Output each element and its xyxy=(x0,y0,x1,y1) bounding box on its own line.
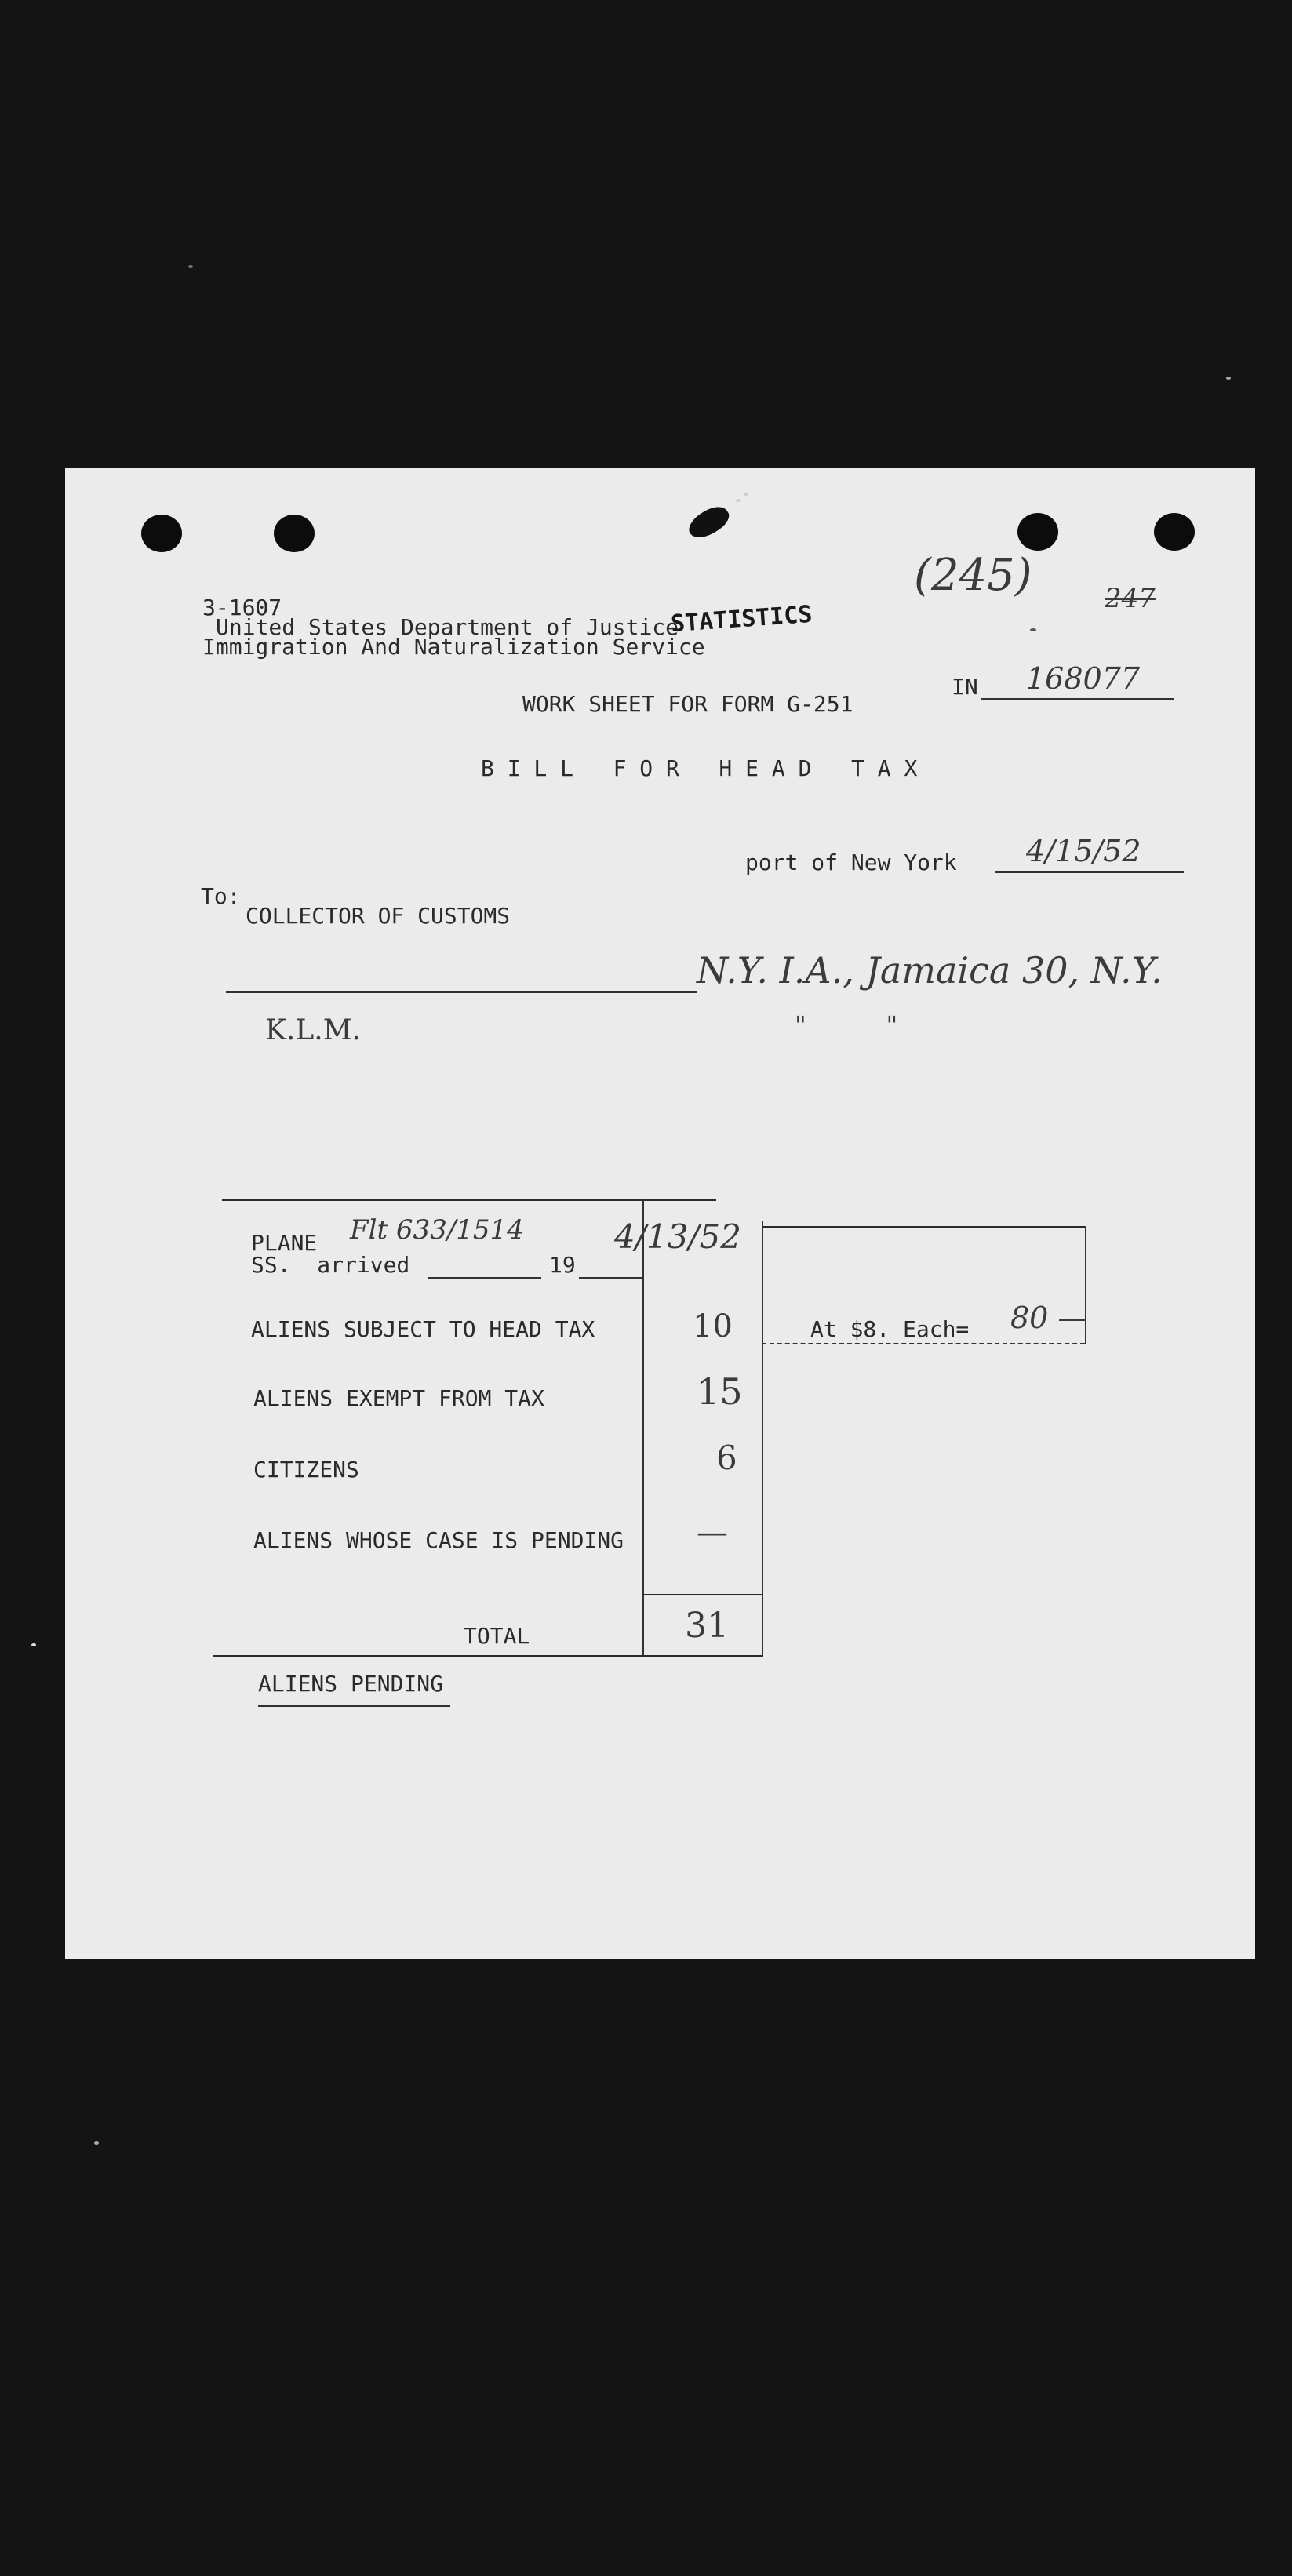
punch-hole-1 xyxy=(141,515,182,552)
speck xyxy=(736,499,741,502)
film-speck xyxy=(94,2141,99,2145)
collector-of-customs: COLLECTOR OF CUSTOMS xyxy=(246,903,511,929)
punch-hole-2 xyxy=(274,515,315,552)
table-divider-right xyxy=(762,1221,763,1657)
document-page xyxy=(65,468,1255,1959)
flight-number: Flt 633/1514 xyxy=(350,1214,524,1246)
form-number: 3-1607 xyxy=(202,595,282,620)
film-speck xyxy=(188,265,193,268)
bill-title: B I L L F O R H E A D T A X xyxy=(481,755,918,781)
to-label: To: xyxy=(201,883,241,909)
year-label: 19 xyxy=(549,1252,576,1278)
row-value-pending: — xyxy=(697,1515,728,1551)
address-handwritten: N.Y. I.A., Jamaica 30, N.Y. xyxy=(697,949,1163,991)
carrier-handwritten: K.L.M. xyxy=(265,1014,361,1046)
statistics-stamp: STATISTICS xyxy=(669,600,813,639)
punch-hole-3 xyxy=(1017,513,1058,551)
row-value-subject-to-tax: 10 xyxy=(693,1308,733,1344)
row-label-pending: ALIENS WHOSE CASE IS PENDING xyxy=(253,1527,624,1553)
service-line: Immigration And Naturalization Service xyxy=(202,634,705,660)
arrived-underline xyxy=(428,1277,541,1279)
row-value-exempt: 15 xyxy=(697,1370,743,1413)
corner-note: (245) xyxy=(914,550,1032,601)
form-title: WORK SHEET FOR FORM G-251 xyxy=(522,691,853,717)
aliens-pending-underline xyxy=(258,1705,450,1707)
total-value: 31 xyxy=(685,1606,729,1646)
film-speck xyxy=(1226,377,1231,380)
address-line xyxy=(226,991,697,993)
total-label: TOTAL xyxy=(464,1623,530,1649)
ss-arrived-label: SS. arrived xyxy=(251,1252,410,1278)
corner-struck-number: 247 xyxy=(1105,583,1156,614)
dash-mark xyxy=(1030,628,1036,631)
port-label: port of New York xyxy=(745,850,957,875)
ink-blot xyxy=(684,500,733,544)
table-bottom-rule xyxy=(213,1655,762,1657)
rate-box-bottom xyxy=(762,1343,1085,1344)
arrival-date: 4/13/52 xyxy=(614,1217,741,1256)
port-date-underline xyxy=(995,871,1184,873)
punch-hole-4 xyxy=(1154,513,1195,551)
in-underline xyxy=(981,698,1174,700)
ditto-marks: " " xyxy=(795,1010,898,1040)
rate-label: At $8. Each= xyxy=(810,1316,970,1342)
row-value-citizens: 6 xyxy=(716,1439,737,1477)
film-speck xyxy=(31,1643,36,1646)
speck xyxy=(744,493,748,496)
in-label: IN xyxy=(952,674,978,700)
aliens-pending-label: ALIENS PENDING xyxy=(258,1671,444,1697)
department-line: United States Department of Justice xyxy=(216,614,679,640)
table-divider-left xyxy=(642,1199,644,1657)
row-label-subject-to-tax: ALIENS SUBJECT TO HEAD TAX xyxy=(251,1316,595,1342)
row-label-exempt: ALIENS EXEMPT FROM TAX xyxy=(253,1385,544,1411)
rate-value: 80 — xyxy=(1010,1301,1088,1335)
row-label-citizens: CITIZENS xyxy=(253,1457,359,1483)
plane-label: PLANE xyxy=(251,1230,318,1256)
total-top-rule xyxy=(642,1594,762,1595)
year-underline xyxy=(579,1277,642,1279)
port-date: 4/15/52 xyxy=(1026,834,1141,868)
rate-box-top xyxy=(762,1226,1085,1228)
in-number: 168077 xyxy=(1026,661,1141,696)
